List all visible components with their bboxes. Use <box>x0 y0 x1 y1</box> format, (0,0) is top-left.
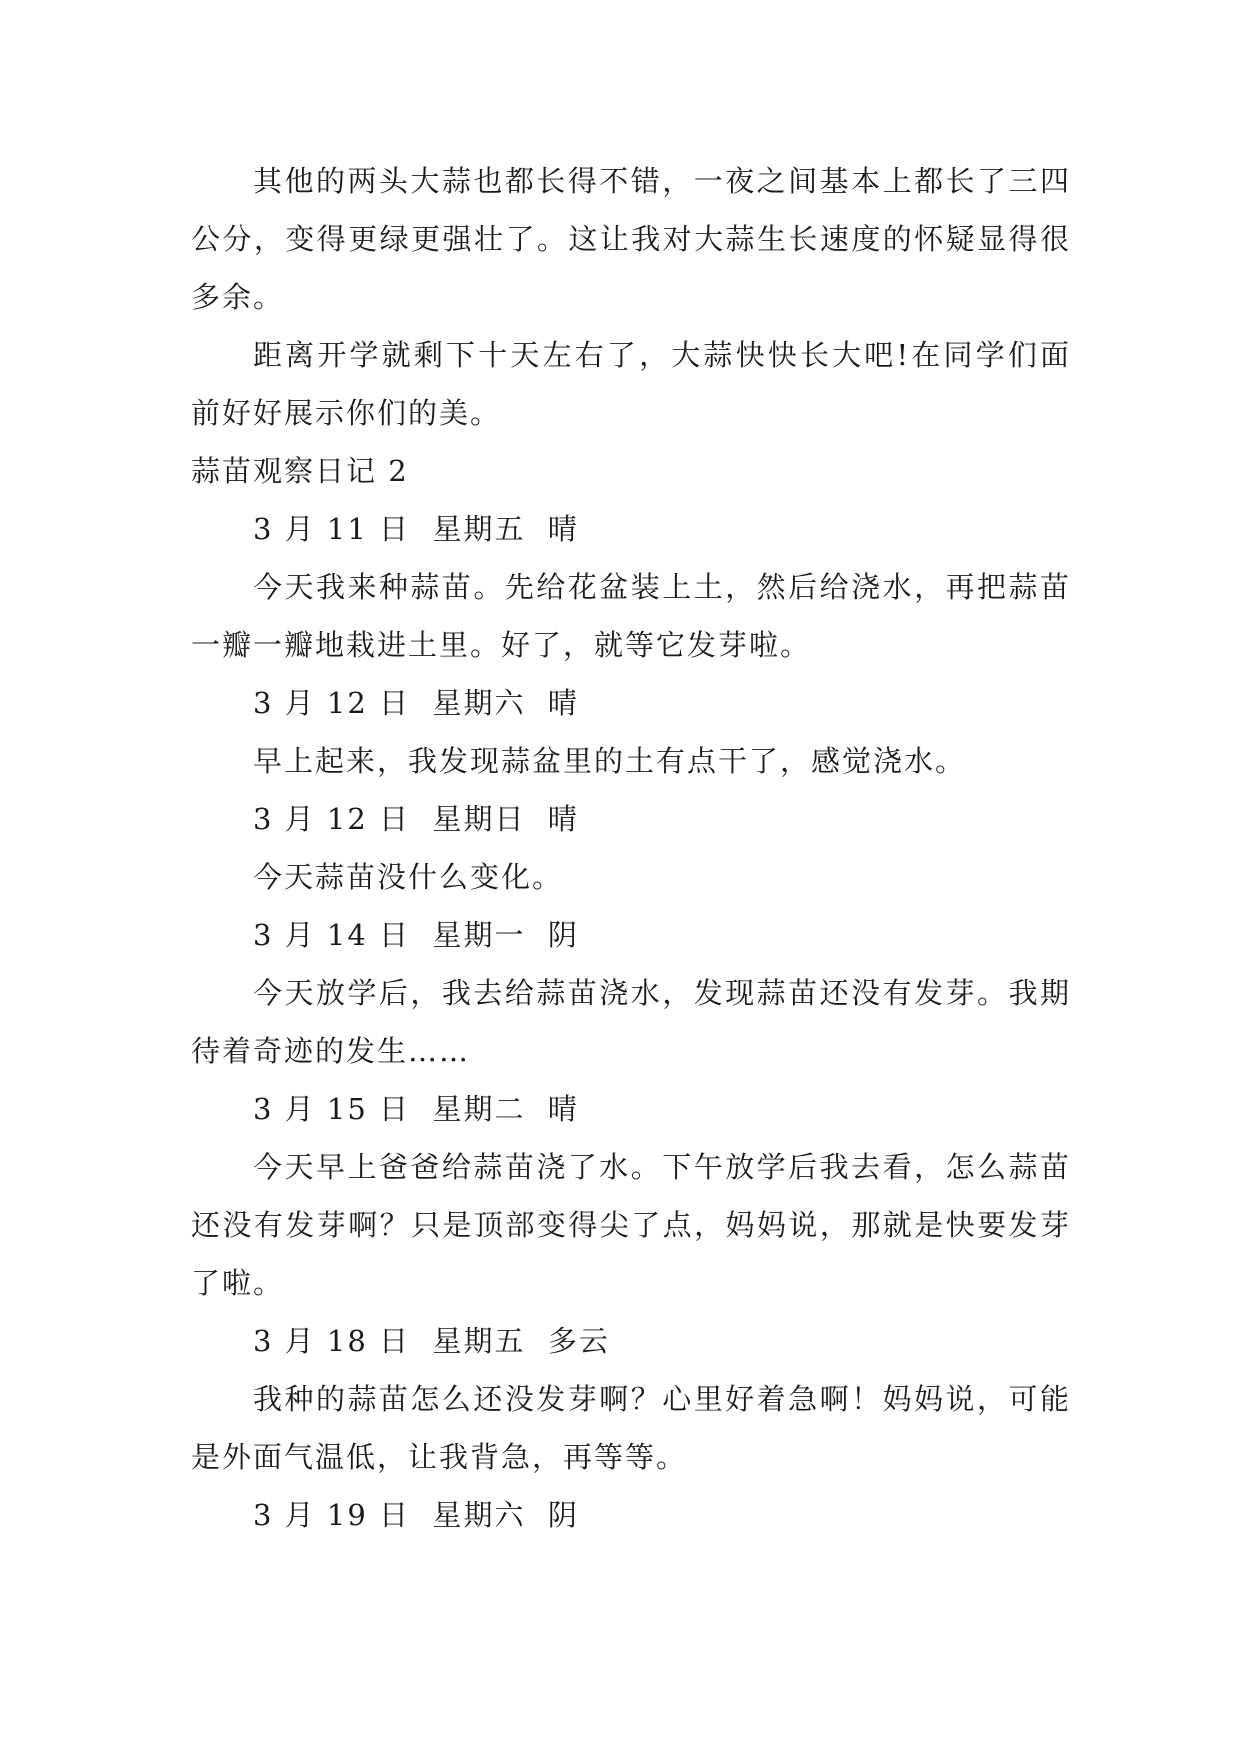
entry-date: 3 月 11 日 星期五 晴 <box>253 512 579 546</box>
entry-date: 3 月 15 日 星期二 晴 <box>253 1092 579 1126</box>
document-body <box>191 152 1071 1544</box>
entry-date: 3 月 12 日 星期六 晴 <box>253 686 579 720</box>
paragraph: 其他的两头大蒜也都长得不错，一夜之间基本上都长了三四公分，变得更绿更强壮了。这让我对大蒜生长速度的怀疑显得很多余。 <box>191 164 1071 314</box>
section-title: 蒜苗观察日记 2 <box>191 454 409 488</box>
entry-text: 今天我来种蒜苗。先给花盆装上土，然后给浇水，再把蒜苗一瓣一瓣地栽进土里。好了，就等它发芽啦。 <box>191 570 1071 662</box>
entry-text: 今天早上爸爸给蒜苗浇了水。下午放学后我去看，怎么蒜苗还没有发芽啊？只是顶部变得尖了点，妈妈说，那就是快要发芽了啦。 <box>191 1150 1071 1300</box>
entry-text: 我种的蒜苗怎么还没发芽啊？心里好着急啊！妈妈说，可能是外面气温低，让我背急，再等等。 <box>191 1382 1071 1474</box>
entry-date: 3 月 18 日 星期五 多云 <box>253 1324 610 1358</box>
entry-text: 今天蒜苗没什么变化。 <box>253 860 564 894</box>
entry-text: 今天放学后，我去给蒜苗浇水，发现蒜苗还没有发芽。我期待着奇迹的发生…… <box>191 976 1071 1068</box>
entry-date: 3 月 12 日 星期日 晴 <box>253 802 579 836</box>
entry-date: 3 月 14 日 星期一 阴 <box>253 918 579 952</box>
entry-text: 早上起来，我发现蒜盆里的土有点干了，感觉浇水。 <box>253 744 967 778</box>
entry-date: 3 月 19 日 星期六 阴 <box>253 1498 579 1532</box>
paragraph: 距离开学就剩下十天左右了，大蒜快快长大吧!在同学们面前好好展示你们的美。 <box>191 338 1071 430</box>
